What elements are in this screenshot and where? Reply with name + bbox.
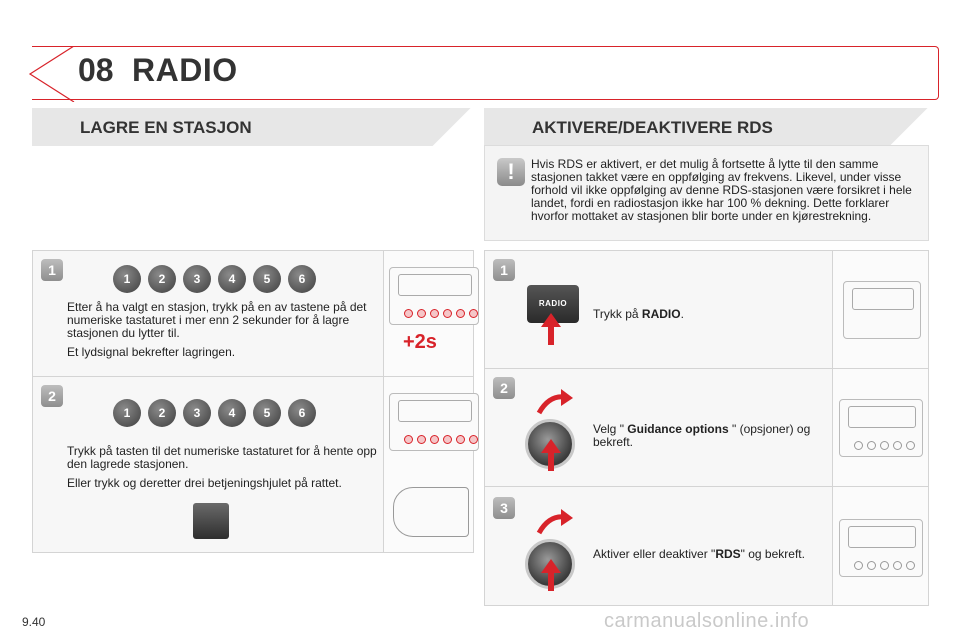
hold-2s-badge: +2s — [403, 331, 437, 353]
chapter-title: RADIO — [132, 52, 238, 88]
arrow-up-icon — [541, 439, 561, 471]
header-corner-decoration — [26, 46, 76, 102]
steering-stalk-illustration — [393, 487, 469, 537]
right-step-2 — [485, 369, 928, 487]
left-step-1-text: Etter å ha valgt en stasjon, trykk på en av tastene på det numeriske tastaturet i mer enn 2 sekunder for å lagre stasjonen du lytter til. Et lydsignal bekrefter lagringen. — [67, 300, 367, 359]
preset-key-6[interactable]: 6 — [288, 399, 316, 427]
left-step-2-text: Trykk på tasten til det numeriske tastaturet for å hente opp den lagrede stasjonen. Eller trykk og deretter drei betjeningshjulet på rattet. — [67, 444, 377, 490]
preset-key-5[interactable]: 5 — [253, 399, 281, 427]
radio-button[interactable]: RADIO — [527, 285, 579, 323]
preset-key-3[interactable]: 3 — [183, 265, 211, 293]
preset-key-4[interactable]: 4 — [218, 265, 246, 293]
radio-panel-illustration — [843, 281, 921, 339]
preset-key-2[interactable]: 2 — [148, 399, 176, 427]
section-header-left — [32, 108, 472, 146]
step-number-badge: 1 — [41, 259, 63, 281]
preset-key-6[interactable]: 6 — [288, 265, 316, 293]
section-title-save-station: LAGRE EN STASJON — [80, 118, 252, 137]
preset-key-5[interactable]: 5 — [253, 265, 281, 293]
left-steps-panel — [32, 250, 474, 553]
radio-panel-illustration — [839, 519, 923, 577]
preset-keypad — [113, 265, 316, 293]
watermark: carmanualsonline.info — [604, 610, 810, 632]
preset-key-1[interactable]: 1 — [113, 399, 141, 427]
page-number: 9.40 — [22, 615, 46, 629]
preset-key-4[interactable]: 4 — [218, 399, 246, 427]
right-step-3-text: Aktiver eller deaktiver "RDS" og bekreft. — [593, 547, 805, 561]
step-number-badge: 2 — [493, 377, 515, 399]
preset-key-2[interactable]: 2 — [148, 265, 176, 293]
right-steps-panel — [484, 250, 929, 606]
radio-panel-illustration — [839, 399, 923, 457]
rotate-arrow-icon — [535, 389, 575, 415]
right-step-3 — [485, 487, 928, 605]
radio-panel-illustration — [389, 393, 479, 451]
chapter-number: 08 — [78, 52, 114, 88]
step-number-badge: 3 — [493, 497, 515, 519]
right-step-2-text: Velg " Guidance options " (opsjoner) og bekreft. — [593, 422, 811, 449]
section-title-rds: AKTIVERE/DEAKTIVERE RDS — [532, 118, 773, 137]
left-step-1 — [33, 251, 473, 377]
rotate-arrow-icon — [535, 509, 575, 535]
right-step-1-text: Trykk på RADIO. — [593, 307, 684, 321]
preset-key-1[interactable]: 1 — [113, 265, 141, 293]
step-number-badge: 2 — [41, 385, 63, 407]
arrow-up-icon — [541, 313, 561, 345]
radio-panel-illustration — [389, 267, 479, 325]
warning-icon: ! — [497, 158, 525, 186]
left-step-2 — [33, 377, 473, 554]
preset-key-3[interactable]: 3 — [183, 399, 211, 427]
arrow-up-icon — [541, 559, 561, 591]
steering-wheel-control-icon[interactable] — [193, 503, 229, 539]
rds-warning-box — [484, 145, 929, 241]
right-step-1 — [485, 251, 928, 369]
rds-warning-text: Hvis RDS er aktivert, er det mulig å fortsette å lytte til den samme stasjonen takket være en oppfølging av frekvens. Likevel, under visse forhold vil ikke oppfølging av denne RDS-stasjonen være forsikret i hele landet, fordi en radiostasjon ikke har 100 % dekning. Dette forklarer hvorfor mottaket av stasjonen blir borte under en kjørestrekning. — [531, 157, 912, 223]
preset-keypad — [113, 399, 316, 427]
step-number-badge: 1 — [493, 259, 515, 281]
section-header-right — [484, 108, 929, 146]
